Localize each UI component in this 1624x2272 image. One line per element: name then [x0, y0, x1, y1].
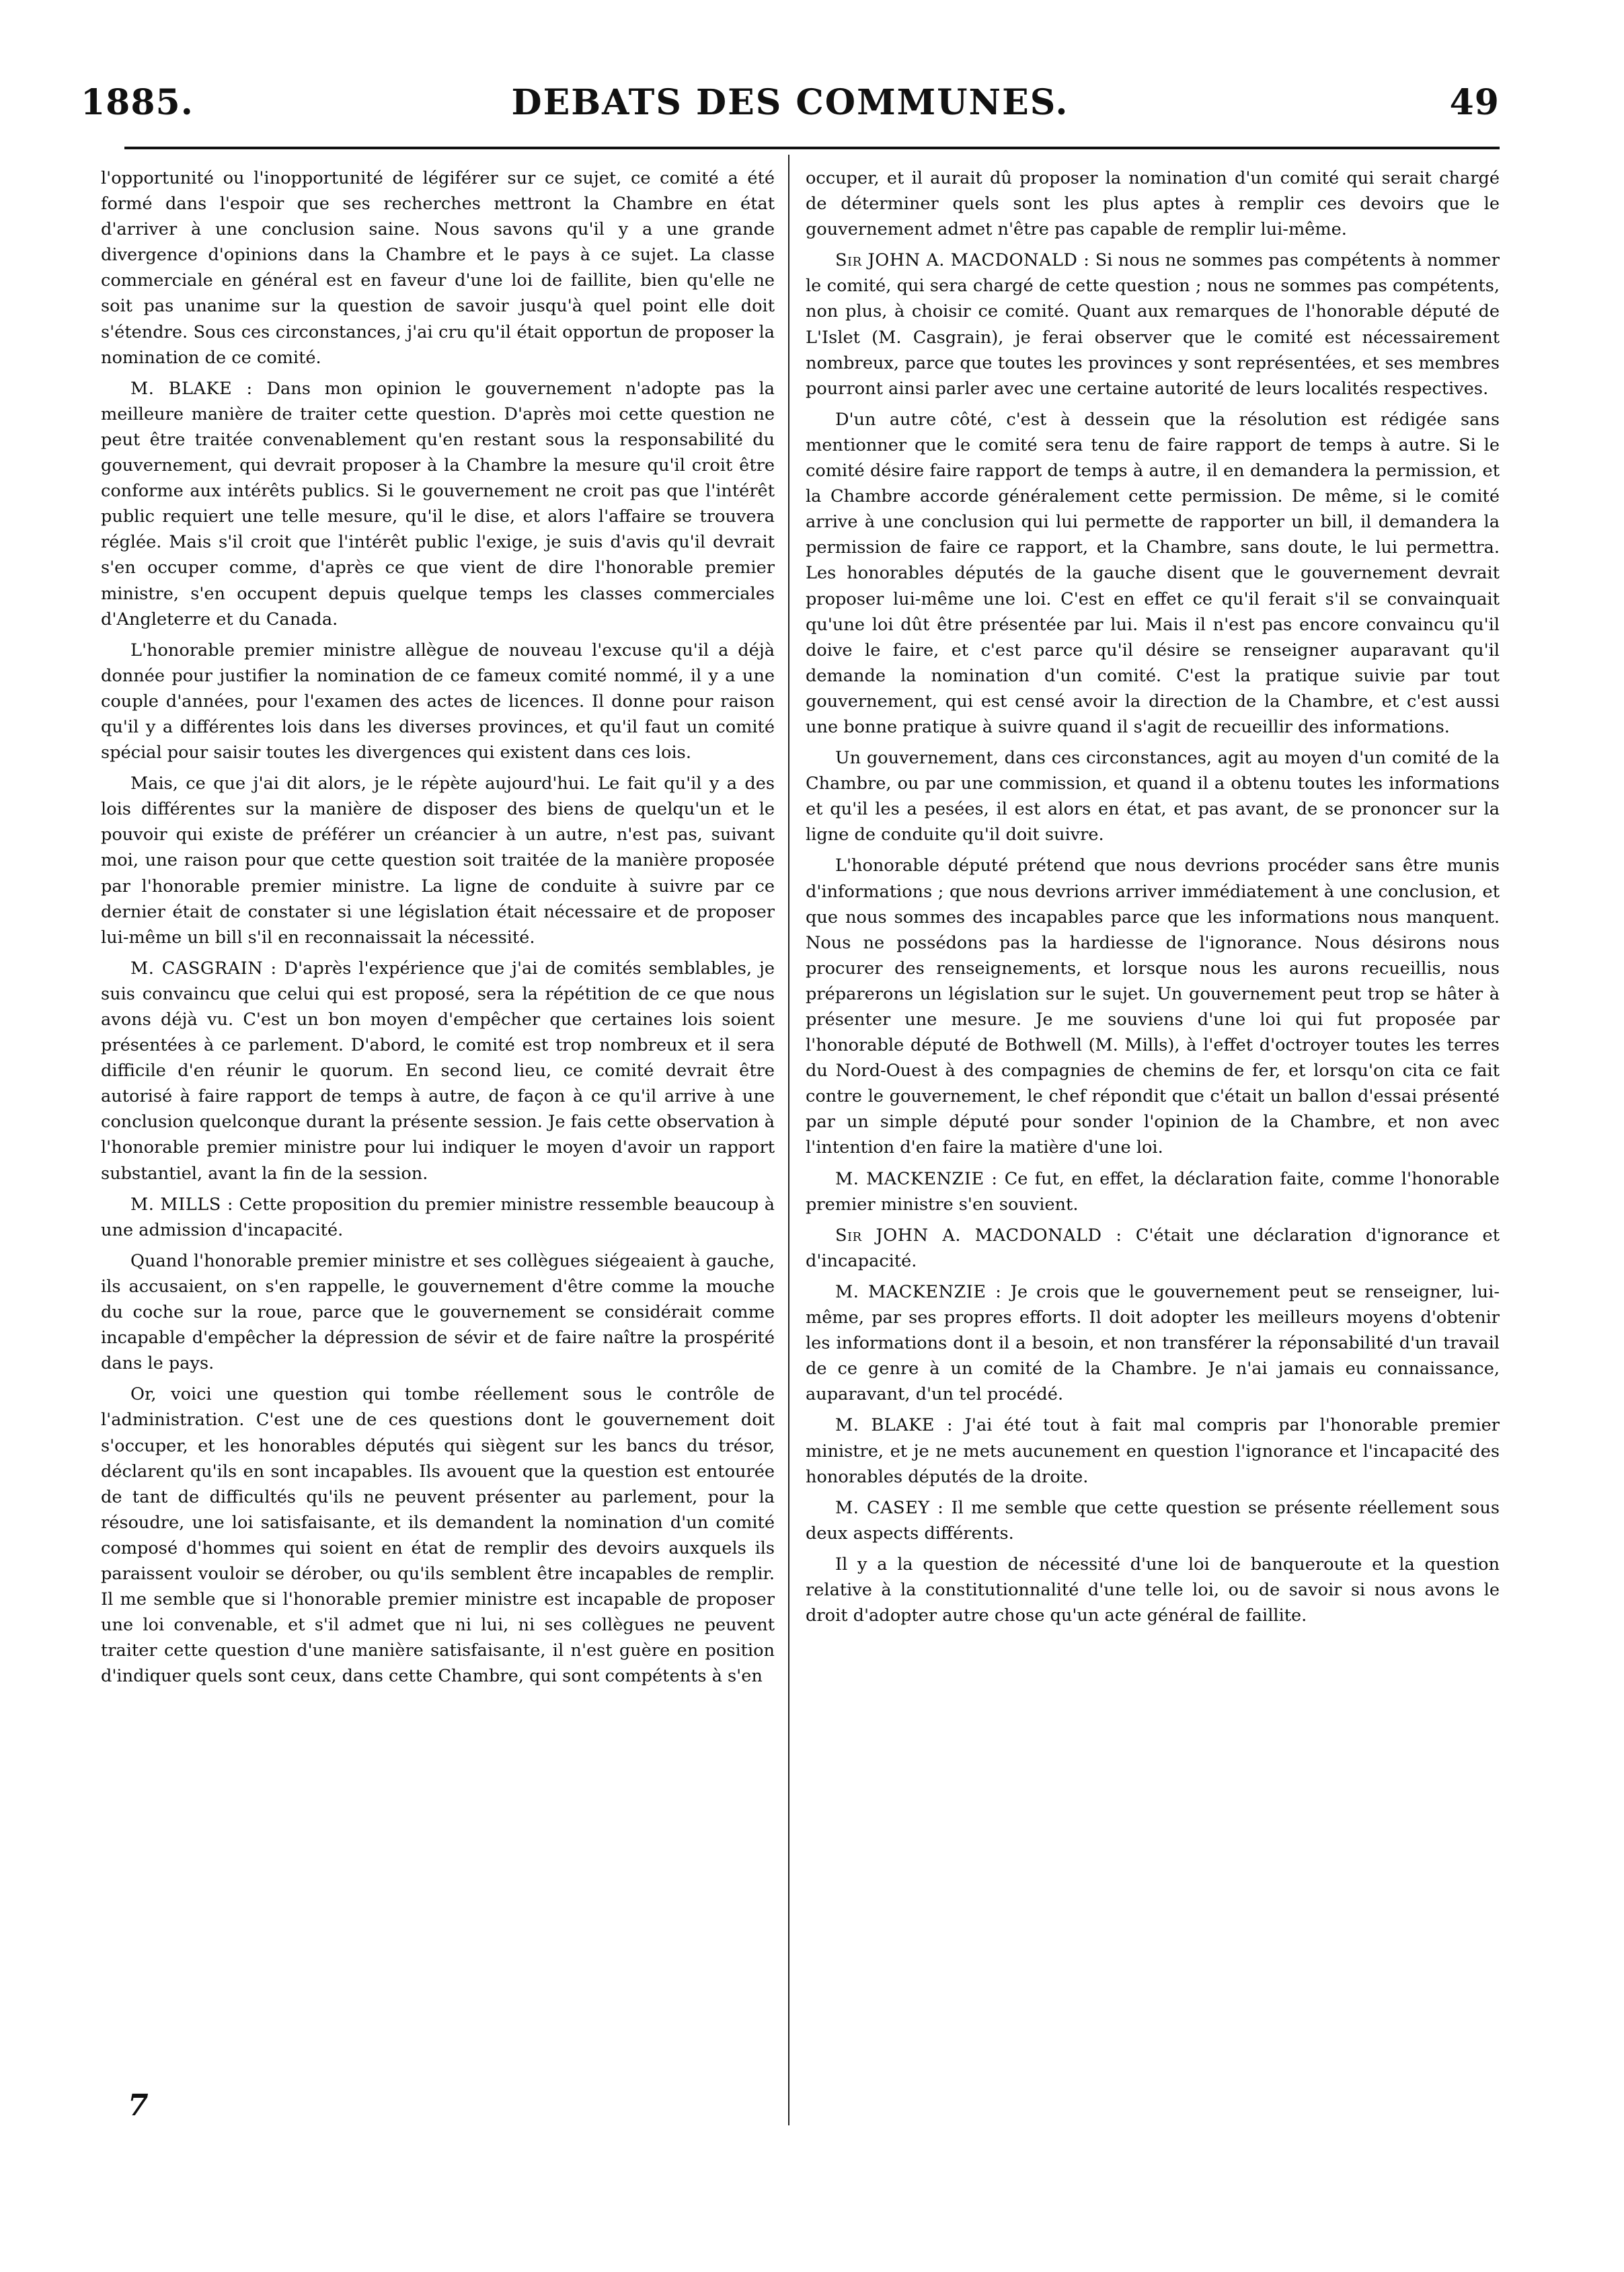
speaker-name: Sir JOHN A. MACDONALD : [835, 250, 1090, 271]
speaker-name: M. CASGRAIN : [130, 958, 277, 979]
speaker-name: M. MACKENZIE : [835, 1281, 1002, 1302]
speaker-name: M. BLAKE : [130, 378, 253, 399]
paragraph: Mais, ce que j'ai dit alors, je le répète aujourd'hui. Le fait qu'il y a des lois différentes sur la manière de disposer des biens de quelqu'un et le pouvoir qui existe de préférer un créancier à un autre, n'est pas, suivant moi, une raison pour que cette question soit traitée de la manière proposée par l'honorable premier ministre. La ligne de conduite à suivre par ce dernier était de constater si une législation était nécessaire et de proposer lui-même un bill s'il en reconnaissait la nécessité. [101, 773, 775, 948]
page-header [81, 79, 1500, 126]
header-page-number: 49 [1449, 82, 1500, 123]
paragraph: M. CASEY : Il me semble que cette question se présente réellement sous deux aspects différents. [806, 1497, 1500, 1544]
speaker-name: M. MACKENZIE : [835, 1168, 998, 1189]
paragraph: M. CASGRAIN : D'après l'expérience que j'ai de comités semblables, je suis convaincu que celui qui est proposé, sera la répétition de ce que nous avons déjà vu. C'est un bon moyen d'empêcher que certaines lois soient présentées à ce parlement. D'abord, le comité est trop nombreux et il sera difficile d'en réunir le quorum. En second lieu, ce comité devrait être autorisé à faire rapport de temps à autre, de façon à ce qu'il arrive à une conclusion quelconque durant la présente session. Je fais cette observation à l'honorable premier ministre pour lui indiquer le moyen d'avoir un rapport substantiel, avant la fin de la session. [101, 958, 775, 1184]
paragraph: Un gouvernement, dans ces circonstances, agit au moyen d'un comité de la Chambre, ou par une commission, et quand il a obtenu toutes les informations et qu'il les a pesées, il est alors en état, et pas avant, de se prononcer sur la ligne de conduite qu'il doit suivre. [806, 748, 1500, 845]
paragraph: occuper, et il aurait dû proposer la nomination d'un comité qui serait chargé de déterminer quels sont les plus aptes à remplir ces devoirs que le gouvernement admet n'être pas capable de remplir lui-même. [806, 168, 1500, 240]
signature-mark: 7 [128, 2088, 149, 2123]
header-year: 1885. [81, 82, 194, 123]
paragraph: M. MILLS : Cette proposition du premier ministre ressemble beaucoup à une admission d'incapacité. [101, 1194, 775, 1240]
speaker-name: M. CASEY : [835, 1497, 944, 1518]
paragraph: Sir JOHN A. MACDONALD : C'était une déclaration d'ignorance et d'incapacité. [806, 1225, 1500, 1271]
paragraph: M. MACKENZIE : Ce fut, en effet, la déclaration faite, comme l'honorable premier ministre s'en souvient. [806, 1168, 1500, 1215]
paragraph: M. MACKENZIE : Je crois que le gouvernement peut se renseigner, lui-même, par ses propres efforts. Il doit adopter les meilleurs moyens d'obtenir les informations dont il a besoin, et non transférer la réponsabilité d'un travail de ce genre à un comité de la Chambre. Je n'ai jamais eu connaissance, auparavant, d'un tel procédé. [806, 1281, 1500, 1405]
paragraph: l'opportunité ou l'inopportunité de légiférer sur ce sujet, ce comité a été formé dans l'espoir que ses recherches mettront la Chambre en état d'arriver à une conclusion saine. Nous savons qu'il y a une grande divergence d'opinions dans la Chambre et le pays à ce sujet. La classe commerciale en général est en faveur d'une loi de faillite, bien qu'elle ne soit pas unanime sur la question de savoir jusqu'à quel point elle doit s'étendre. Sous ces circonstances, j'ai cru qu'il était opportun de proposer la nomination de ce comité. [101, 168, 775, 368]
paragraph: Sir JOHN A. MACDONALD : Si nous ne sommes pas compétents à nommer le comité, qui sera chargé de cette question ; nous ne sommes pas compétents, non plus, à choisir ce comité. Quant aux remarques de l'honorable député de L'Islet (M. Casgrain), je ferai observer que le comité est nécessairement nombreux, parce que toutes les provinces y sont représentées, et ses membres pourront ainsi parler avec une certaine autorité de leurs localités respectives. [806, 250, 1500, 399]
paragraph: Quand l'honorable premier ministre et ses collègues siégeaient à gauche, ils accusaient, on s'en rappelle, le gouvernement d'être comme la mouche du coche sur la roue, parce que le gouvernement se considérait comme incapable d'empêcher la dépression de sévir et de faire naître la prospérité dans le pays. [101, 1250, 775, 1374]
speaker-name: M. BLAKE : [835, 1415, 954, 1436]
column-separator [788, 155, 789, 2125]
paragraph: L'honorable député prétend que nous devrions procéder sans être munis d'informations ; que nous devrions arriver immédiatement à une conclusion, et que nous sommes des incapables parce que les informations nous manquent. Nous ne possédons pas la hardiesse de l'ignorance. Nous désirons nous procurer des renseignements, et lorsque nous les aurons recueillis, nous préparerons un législation sur le sujet. Un gouvernement peut trop se hâter à présenter une mesure. Je me souviens d'une loi qui fut proposée par l'honorable député de Bothwell (M. Mills), à l'effet d'octroyer toutes les terres du Nord-Ouest à des compagnies de chemins de fer, et lorsqu'on cita ce fait contre le gouvernement, le chef répondit que c'était un ballon d'essai présenté par un simple député pour sonder l'opinion de la Chambre, et non avec l'intention d'en faire la matière d'une loi. [806, 856, 1500, 1158]
header-title: DEBATS DES COMMUNES. [511, 82, 1069, 123]
speaker-name: Sir JOHN A. MACDONALD : [835, 1225, 1122, 1246]
speaker-name: M. MILLS : [130, 1194, 233, 1215]
paragraph: D'un autre côté, c'est à dessein que la résolution est rédigée sans mentionner que le comité sera tenu de faire rapport de temps à autre. Si le comité désire faire rapport de temps à autre, il en demandera la permission, et la Chambre accorde généralement cette permission. De même, si le comité arrive à une conclusion qui lui permette de rapporter un bill, il demandera la permission de faire ce rapport, et la Chambre, sans doute, le lui permettra. Les honorables députés de la gauche disent que le gouvernement devrait proposer lui-même une loi. C'est en effet ce qu'il ferait s'il se convainquait qu'une loi dût être présentée par lui. Mais il n'est pas encore convaincu qu'il doive le faire, et c'est parce qu'il désire se renseigner auparavant qu'il demande la nomination d'un comité. C'est la pratique suivie par tout gouvernement, qui est censé avoir la direction de la Chambre, et c'est aussi une bonne pratique à suivre quand il s'agit de recueillir des informations. [806, 409, 1500, 737]
paragraph: M. BLAKE : Dans mon opinion le gouvernement n'adopte pas la meilleure manière de traiter cette question. D'après moi cette question ne peut être traitée convenablement qu'en restant sous la responsabilité du gouvernement, qui devrait proposer à la Chambre la mesure qu'il croit être conforme aux intérêts publics. Si le gouvernement ne croit pas que l'intérêt public requiert une telle mesure, qu'il le dise, et alors l'affaire se trouvera réglée. Mais s'il croit que l'intérêt public l'exige, je suis d'avis qu'il devrait s'en occuper comme, d'après ce que vient de dire l'honorable premier ministre, s'en occupent depuis quelque temps les classes commerciales d'Angleterre et du Canada. [101, 378, 775, 630]
paragraph: Il y a la question de nécessité d'une loi de banqueroute et la question relative à la constitutionnalité d'une telle loi, ou de savoir si nous avons le droit d'adopter autre chose qu'un acte général de faillite. [806, 1554, 1500, 1626]
left-column [101, 165, 775, 1694]
paragraph: L'honorable premier ministre allègue de nouveau l'excuse qu'il a déjà donnée pour justifier la nomination de ce fameux comité nommé, il y a une couple d'années, pour l'examen des actes de licences. Il donne pour raison qu'il y a différentes lois dans les diverses provinces, et qu'il faut un comité spécial pour saisir toutes les divergences qui existent dans ces lois. [101, 640, 775, 763]
paragraph: Or, voici une question qui tombe réellement sous le contrôle de l'administration. C'est une de ces questions dont le gouvernement doit s'occuper, et les honorables députés qui siègent sur les bancs du trésor, déclarent qu'ils en sont incapables. Ils avouent que la question est entourée de tant de difficultés qu'ils ne peuvent présenter au parlement, pour la résoudre, une loi satisfaisante, et ils demandent la nomination d'un comité composé d'hommes qui soient en état de remplir des devoirs auxquels ils paraissent vouloir se dérober, ou qu'ils semblent être incapables de remplir. Il me semble que si l'honorable premier ministre est incapable de proposer une loi convenable, et s'il admet que ni lui, ni ses collègues ne peuvent traiter cette question d'une manière satisfaisante, il n'est guère en position d'indiquer quels sont ceux, dans cette Chambre, qui sont compétents à s'en [101, 1384, 775, 1687]
right-column [806, 165, 1500, 1634]
header-rule [124, 147, 1500, 149]
paragraph: M. BLAKE : J'ai été tout à fait mal compris par l'honorable premier ministre, et je ne mets aucunement en question l'ignorance et l'incapacité des honorables députés de la droite. [806, 1415, 1500, 1487]
